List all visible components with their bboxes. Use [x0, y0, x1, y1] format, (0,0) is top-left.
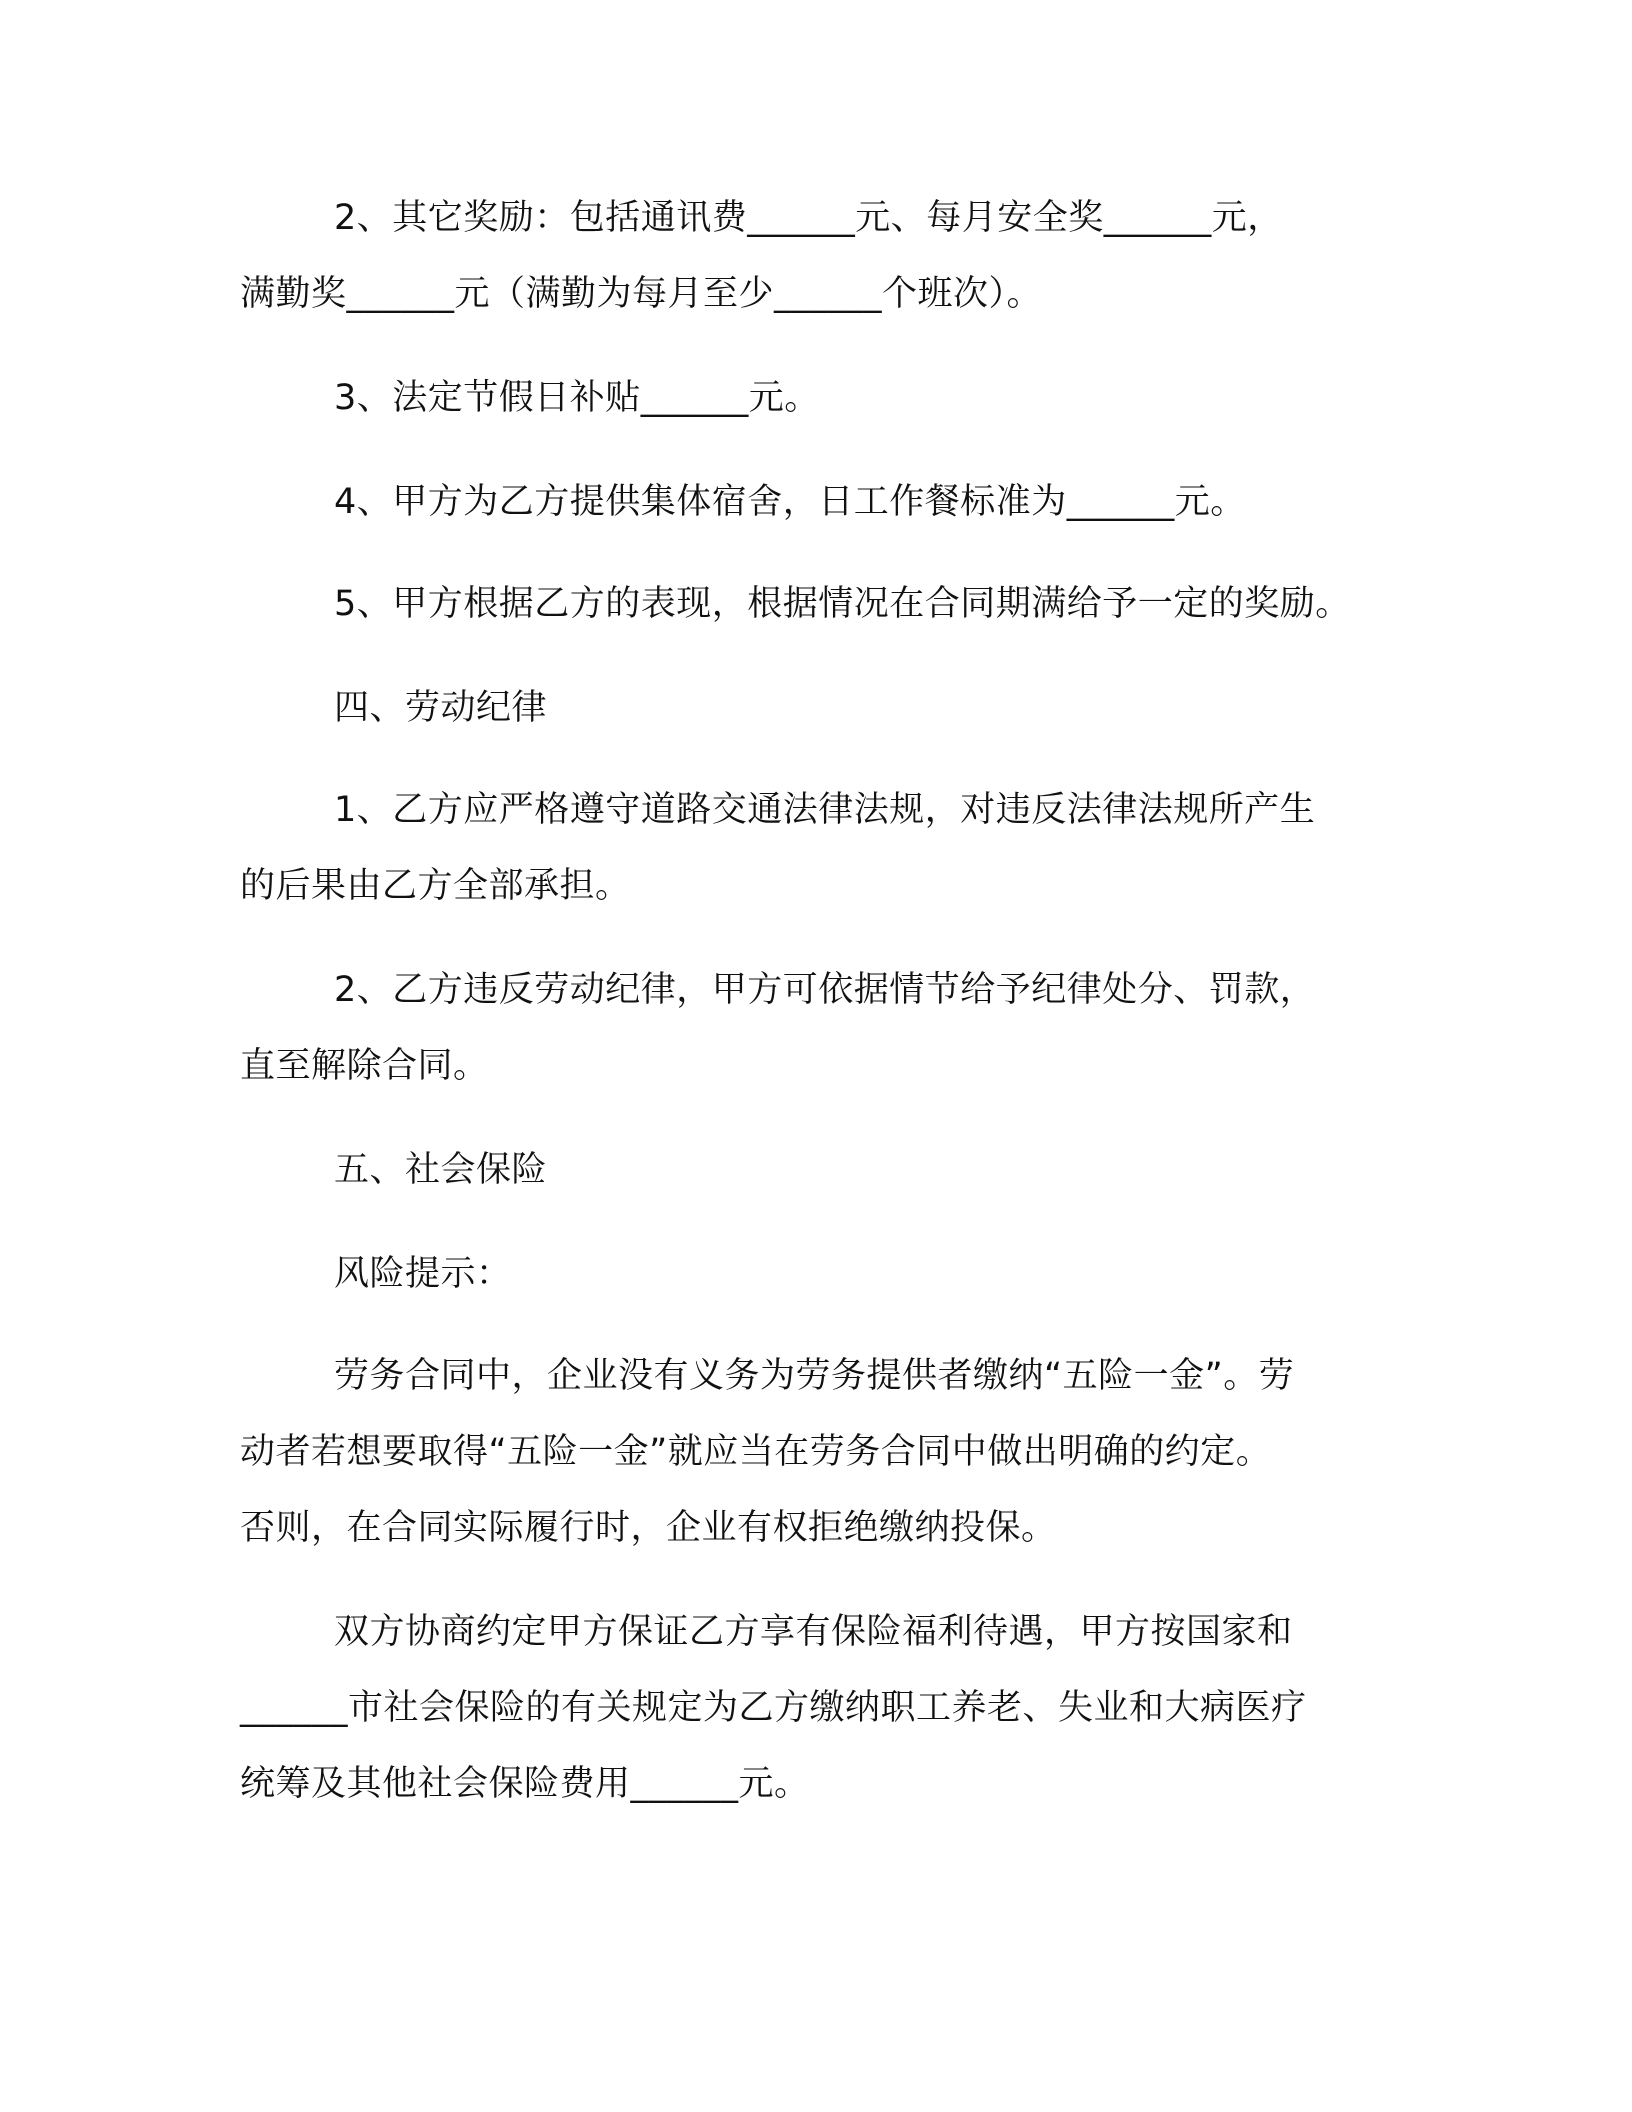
clause-3-holiday-subsidy: 3、法定节假日补贴______元。	[334, 378, 820, 418]
clause-5-contract-reward: 5、甲方根据乙方的表现，根据情况在合同期满给予一定的奖励。	[334, 584, 1351, 624]
section-5-heading: 五、社会保险	[334, 1150, 548, 1190]
insurance-paragraph-line-2: ______市社会保险的有关规定为乙方缴纳职工养老、失业和大病医疗	[240, 1688, 1307, 1728]
clause-2-other-rewards-line-2: 满勤奖______元（满勤为每月至少______个班次）。	[240, 274, 1043, 314]
risk-paragraph-line-1: 劳务合同中，企业没有义务为劳务提供者缴纳“五险一金”。劳	[334, 1356, 1295, 1396]
discipline-clause-1-line-1: 1、乙方应严格遵守道路交通法律法规，对违反法律法规所产生	[334, 790, 1316, 830]
discipline-clause-1-line-2: 的后果由乙方全部承担。	[240, 866, 631, 906]
risk-paragraph-line-2: 动者若想要取得“五险一金”就应当在劳务合同中做出明确的约定。	[240, 1432, 1272, 1472]
clause-4-dormitory-meals: 4、甲方为乙方提供集体宿舍，日工作餐标准为______元。	[334, 482, 1246, 522]
insurance-paragraph-line-3: 统筹及其他社会保险费用______元。	[240, 1764, 810, 1804]
discipline-clause-2-line-1: 2、乙方违反劳动纪律，甲方可依据情节给予纪律处分、罚款，	[334, 970, 1316, 1010]
discipline-clause-2-line-2: 直至解除合同。	[240, 1046, 489, 1086]
risk-paragraph-line-3: 否则，在合同实际履行时，企业有权拒绝缴纳投保。	[240, 1508, 1057, 1548]
clause-2-other-rewards-line-1: 2、其它奖励：包括通讯费______元、每月安全奖______元，	[334, 198, 1283, 238]
section-4-heading: 四、劳动纪律	[334, 688, 548, 728]
insurance-paragraph-line-1: 双方协商约定甲方保证乙方享有保险福利待遇，甲方按国家和	[334, 1612, 1293, 1652]
risk-warning-label: 风险提示：	[334, 1254, 512, 1294]
